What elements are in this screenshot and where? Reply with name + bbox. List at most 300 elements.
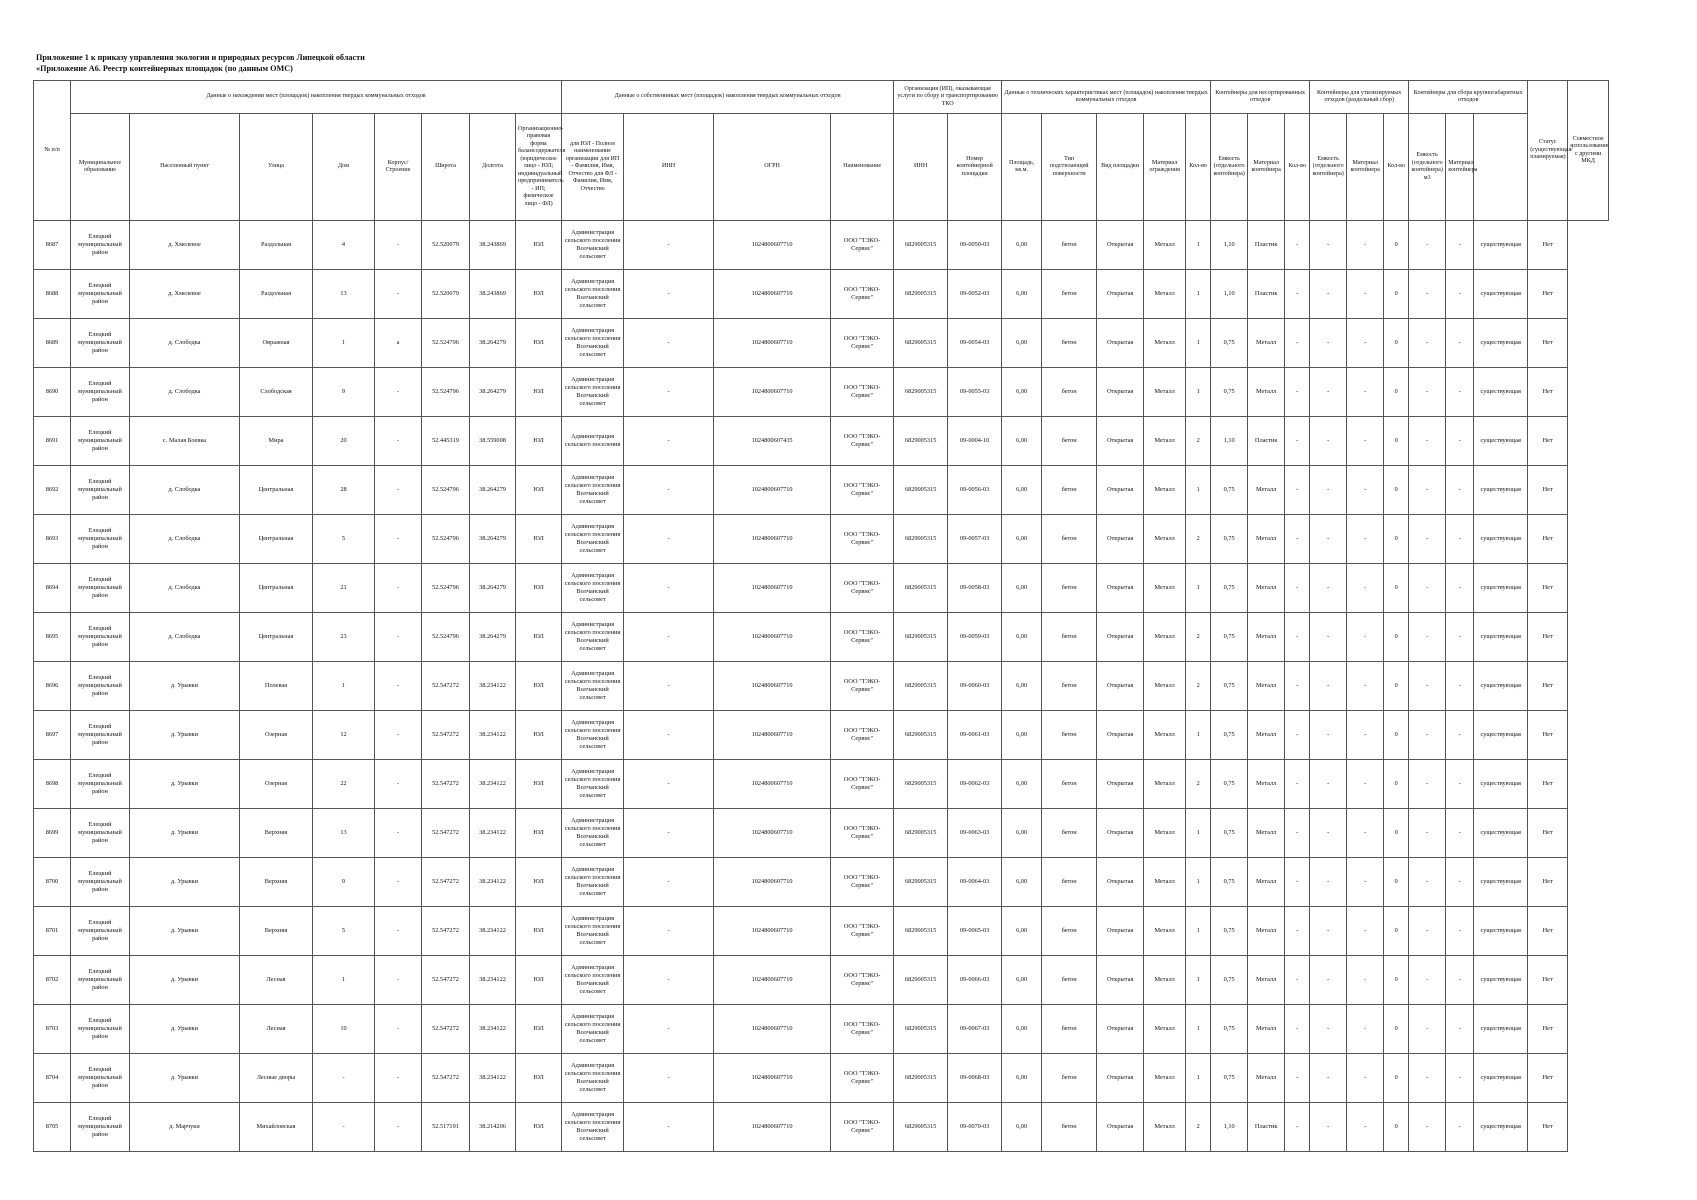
cell-status: существующая (1474, 564, 1528, 613)
cell-house: 13 (313, 270, 375, 319)
cell-lat: 52.547272 (422, 809, 470, 858)
cell-status: существующая (1474, 1005, 1528, 1054)
cell-b-count: 0 (1384, 613, 1409, 662)
cell-type: Открытая (1097, 613, 1144, 662)
cell-ogrn: 1024800607710 (714, 809, 831, 858)
cell-settlement: с. Малая Боевка (130, 417, 240, 466)
cell-fence: Металл (1144, 956, 1186, 1005)
cell-shared: Нет (1528, 221, 1568, 270)
cell-status: существующая (1474, 956, 1528, 1005)
cell-form: ЮЛ (516, 564, 562, 613)
cell-org: ООО "ТЭКО-Сервис" (831, 1103, 894, 1152)
cell-house: 1 (313, 956, 375, 1005)
cell-u-material: Металл (1248, 858, 1285, 907)
cell-lon: 38.234122 (470, 1054, 516, 1103)
cell-b-count: 0 (1384, 221, 1409, 270)
cell-site: 09-0066-03 (948, 956, 1002, 1005)
cell-num: 8697 (34, 711, 71, 760)
cell-org: ООО "ТЭКО-Сервис" (831, 613, 894, 662)
cell-shared: Нет (1528, 662, 1568, 711)
cell-lon: 38.243869 (470, 221, 516, 270)
col-bulky-volume: Емкость (отдельного контейнера) м3 (1409, 114, 1446, 221)
cell-street: Лесные дворы (240, 1054, 313, 1103)
cell-u-volume: 1,10 (1211, 417, 1248, 466)
cell-r-count: - (1285, 711, 1310, 760)
cell-street: Центральная (240, 515, 313, 564)
cell-site: 09-0055-03 (948, 368, 1002, 417)
cell-ogrn: 1024800607710 (714, 564, 831, 613)
cell-u-volume: 0,75 (1211, 1054, 1248, 1103)
cell-shared: Нет (1528, 760, 1568, 809)
cell-r-material: - (1347, 368, 1384, 417)
cell-inn: - (624, 564, 714, 613)
cell-r-count: - (1285, 1103, 1310, 1152)
cell-u-material: Металл (1248, 613, 1285, 662)
cell-settlement: д. Слободка (130, 613, 240, 662)
cell-b-count: 0 (1384, 662, 1409, 711)
cell-fence: Металл (1144, 270, 1186, 319)
cell-lon: 38.264279 (470, 466, 516, 515)
cell-org-inn: 6829005315 (894, 417, 948, 466)
cell-r-volume: - (1310, 907, 1347, 956)
cell-street: Лесная (240, 1005, 313, 1054)
cell-owner: Администрация сельского поселения Волчанский сельсовет (562, 858, 624, 907)
cell-inn: - (624, 956, 714, 1005)
cell-b-count: 0 (1384, 711, 1409, 760)
cell-b-count: 0 (1384, 564, 1409, 613)
cell-house: 21 (313, 564, 375, 613)
cell-ogrn: 1024800607710 (714, 1005, 831, 1054)
cell-lat: 52.547272 (422, 1054, 470, 1103)
cell-num: 8705 (34, 1103, 71, 1152)
cell-r-volume: - (1310, 270, 1347, 319)
group-location: Данные о нахождении мест (площадок) накопления твердых коммунальных отходов (71, 81, 562, 114)
cell-lat: 52.520079 (422, 270, 470, 319)
cell-surface: бетон (1042, 1054, 1097, 1103)
table-row (34, 515, 1609, 564)
cell-r-material: - (1347, 711, 1384, 760)
cell-b-material: - (1446, 809, 1474, 858)
cell-r-count: - (1285, 956, 1310, 1005)
cell-type: Открытая (1097, 760, 1144, 809)
cell-ogrn: 1024800607710 (714, 711, 831, 760)
cell-inn: - (624, 515, 714, 564)
cell-r-volume: - (1310, 956, 1347, 1005)
table-row (34, 319, 1609, 368)
cell-owner: Администрация сельского поселения Волчанский сельсовет (562, 809, 624, 858)
cell-b-volume: - (1409, 417, 1446, 466)
cell-u-count: 1 (1186, 368, 1211, 417)
table-row (34, 1054, 1609, 1103)
cell-b-material: - (1446, 319, 1474, 368)
cell-site: 09-0059-03 (948, 613, 1002, 662)
cell-u-volume: 0,75 (1211, 809, 1248, 858)
cell-u-volume: 1,10 (1211, 270, 1248, 319)
cell-lon: 38.264279 (470, 319, 516, 368)
cell-org-inn: 6829005315 (894, 858, 948, 907)
cell-org: ООО "ТЭКО-Сервис" (831, 368, 894, 417)
cell-building: - (375, 1103, 422, 1152)
cell-r-volume: - (1310, 613, 1347, 662)
cell-b-volume: - (1409, 221, 1446, 270)
cell-surface: бетон (1042, 1103, 1097, 1152)
cell-num: 8690 (34, 368, 71, 417)
cell-b-material: - (1446, 417, 1474, 466)
cell-num: 8694 (34, 564, 71, 613)
cell-site: 09-0056-03 (948, 466, 1002, 515)
cell-inn: - (624, 1103, 714, 1152)
cell-b-material: - (1446, 711, 1474, 760)
cell-lon: 38.234122 (470, 956, 516, 1005)
cell-building: - (375, 956, 422, 1005)
cell-u-count: 1 (1186, 711, 1211, 760)
col-unsorted-material: Материал контейнера (1248, 114, 1285, 221)
cell-house: - (313, 1054, 375, 1103)
cell-lon: 38.264279 (470, 564, 516, 613)
cell-org-inn: 6829005315 (894, 270, 948, 319)
cell-area: 6,00 (1002, 956, 1042, 1005)
cell-fence: Металл (1144, 466, 1186, 515)
title-line-1: Приложение 1 к приказу управления экологии и природных ресурсов Липецкой области (36, 53, 365, 62)
cell-area: 6,00 (1002, 1103, 1042, 1152)
cell-ogrn: 1024800607710 (714, 319, 831, 368)
cell-r-count: - (1285, 662, 1310, 711)
cell-org: ООО "ТЭКО-Сервис" (831, 809, 894, 858)
cell-settlement: д. Урывки (130, 1005, 240, 1054)
cell-building: - (375, 270, 422, 319)
col-site-type: Вид площадки (1097, 114, 1144, 221)
cell-b-count: 0 (1384, 1103, 1409, 1152)
cell-b-volume: - (1409, 270, 1446, 319)
col-street: Улица (240, 114, 313, 221)
col-legal-form: Организационно-правовая форма балансодержателя (юридическое лицо - ЮЛ; индивидуальный предприниматель - ИП; физическое лицо - ФЛ) (516, 114, 562, 221)
cell-org-inn: 6829005315 (894, 1103, 948, 1152)
cell-lon: 38.234122 (470, 907, 516, 956)
cell-inn: - (624, 319, 714, 368)
cell-lat: 52.547272 (422, 907, 470, 956)
cell-form: ЮЛ (516, 858, 562, 907)
cell-status: существующая (1474, 270, 1528, 319)
cell-r-material: - (1347, 564, 1384, 613)
cell-b-material: - (1446, 1103, 1474, 1152)
cell-inn: - (624, 368, 714, 417)
cell-u-volume: 0,75 (1211, 613, 1248, 662)
cell-inn: - (624, 466, 714, 515)
cell-area: 6,00 (1002, 319, 1042, 368)
cell-site: 09-0061-03 (948, 711, 1002, 760)
cell-b-material: - (1446, 662, 1474, 711)
cell-r-material: - (1347, 613, 1384, 662)
cell-shared: Нет (1528, 613, 1568, 662)
cell-fence: Металл (1144, 760, 1186, 809)
cell-mun: Елецкий муниципальный район (71, 858, 130, 907)
registry-table (33, 80, 1609, 1152)
cell-r-material: - (1347, 466, 1384, 515)
cell-street: Озерная (240, 760, 313, 809)
cell-r-volume: - (1310, 515, 1347, 564)
cell-ogrn: 1024800607710 (714, 907, 831, 956)
cell-surface: бетон (1042, 319, 1097, 368)
col-latitude: Широта (422, 114, 470, 221)
cell-u-material: Пластик (1248, 417, 1285, 466)
cell-r-count: - (1285, 515, 1310, 564)
cell-fence: Металл (1144, 515, 1186, 564)
table-row (34, 466, 1609, 515)
col-bulky-material: Материал контейнера (1446, 114, 1474, 221)
title-line-2: «Приложение А6. Реестр контейнерных площадок (по данным ОМС) (36, 64, 293, 73)
col-area: Площадь, кв.м. (1002, 114, 1042, 221)
cell-area: 6,00 (1002, 1054, 1042, 1103)
cell-org: ООО "ТЭКО-Сервис" (831, 711, 894, 760)
cell-u-material: Металл (1248, 809, 1285, 858)
cell-ogrn: 1024800607710 (714, 662, 831, 711)
col-status: Статус (существующая/ планируемая) (1528, 81, 1568, 221)
cell-house: 9 (313, 368, 375, 417)
cell-r-material: - (1347, 515, 1384, 564)
cell-lat: 52.517191 (422, 1103, 470, 1152)
cell-u-material: Металл (1248, 515, 1285, 564)
cell-b-volume: - (1409, 760, 1446, 809)
cell-u-material: Пластик (1248, 221, 1285, 270)
cell-lat: 52.547272 (422, 760, 470, 809)
cell-shared: Нет (1528, 1005, 1568, 1054)
cell-r-volume: - (1310, 760, 1347, 809)
cell-shared: Нет (1528, 466, 1568, 515)
cell-b-volume: - (1409, 809, 1446, 858)
cell-u-count: 1 (1186, 809, 1211, 858)
cell-surface: бетон (1042, 858, 1097, 907)
cell-num: 8695 (34, 613, 71, 662)
cell-surface: бетон (1042, 466, 1097, 515)
cell-r-material: - (1347, 417, 1384, 466)
cell-lat: 52.520079 (422, 221, 470, 270)
cell-b-count: 0 (1384, 515, 1409, 564)
cell-surface: бетон (1042, 956, 1097, 1005)
cell-settlement: д. Урывки (130, 760, 240, 809)
cell-r-volume: - (1310, 1005, 1347, 1054)
cell-type: Открытая (1097, 1054, 1144, 1103)
cell-u-count: 1 (1186, 1005, 1211, 1054)
cell-mun: Елецкий муниципальный район (71, 711, 130, 760)
cell-r-count: - (1285, 760, 1310, 809)
cell-lat: 52.445319 (422, 417, 470, 466)
cell-ogrn: 1024800607710 (714, 221, 831, 270)
cell-lat: 52.547272 (422, 956, 470, 1005)
col-fence: Материал ограждения (1144, 114, 1186, 221)
col-municipality: Муниципальное образование (71, 114, 130, 221)
col-surface: Тип подстилающей поверхности (1042, 114, 1097, 221)
cell-b-material: - (1446, 564, 1474, 613)
cell-r-material: - (1347, 1103, 1384, 1152)
col-inn: ИНН (624, 114, 714, 221)
document-title (36, 52, 365, 74)
cell-status: существующая (1474, 907, 1528, 956)
cell-u-count: 1 (1186, 1054, 1211, 1103)
cell-mun: Елецкий муниципальный район (71, 907, 130, 956)
cell-house: - (313, 1103, 375, 1152)
cell-building: - (375, 907, 422, 956)
cell-num: 8692 (34, 466, 71, 515)
cell-b-material: - (1446, 1054, 1474, 1103)
cell-shared: Нет (1528, 956, 1568, 1005)
col-building: Корпус/Строение (375, 114, 422, 221)
cell-site: 09-0058-03 (948, 564, 1002, 613)
col-org-inn: ИНН (894, 114, 948, 221)
cell-owner: Администрация сельского поселения Волчанский сельсовет (562, 319, 624, 368)
cell-form: ЮЛ (516, 466, 562, 515)
cell-status: существующая (1474, 613, 1528, 662)
cell-org: ООО "ТЭКО-Сервис" (831, 662, 894, 711)
cell-lon: 38.234122 (470, 711, 516, 760)
col-owner-name: для ЮЛ - Полное наименование организации для ИП - Фамилия, Имя, Отчество для ФЛ - Фамилия, Имя, Отчество (562, 114, 624, 221)
cell-b-material: - (1446, 760, 1474, 809)
cell-owner: Администрация сельского поселения Волчанский сельсовет (562, 221, 624, 270)
cell-building: - (375, 368, 422, 417)
cell-inn: - (624, 809, 714, 858)
cell-fence: Металл (1144, 907, 1186, 956)
cell-lat: 52.524796 (422, 466, 470, 515)
cell-building: а (375, 319, 422, 368)
cell-r-count: - (1285, 319, 1310, 368)
cell-type: Открытая (1097, 270, 1144, 319)
cell-surface: бетон (1042, 368, 1097, 417)
cell-b-count: 0 (1384, 760, 1409, 809)
col-recyclable-volume: Емкость (отдельного контейнера) (1310, 114, 1347, 221)
cell-area: 6,00 (1002, 515, 1042, 564)
cell-fence: Металл (1144, 1103, 1186, 1152)
cell-shared: Нет (1528, 417, 1568, 466)
cell-b-volume: - (1409, 319, 1446, 368)
cell-lon: 38.234122 (470, 809, 516, 858)
cell-area: 6,00 (1002, 662, 1042, 711)
cell-u-count: 1 (1186, 466, 1211, 515)
cell-inn: - (624, 1054, 714, 1103)
cell-b-count: 0 (1384, 858, 1409, 907)
cell-b-count: 0 (1384, 1005, 1409, 1054)
cell-u-volume: 1,10 (1211, 221, 1248, 270)
cell-street: Раздольная (240, 221, 313, 270)
table-row (34, 221, 1609, 270)
cell-type: Открытая (1097, 809, 1144, 858)
cell-num: 8699 (34, 809, 71, 858)
cell-owner: Администрация сельского поселения Волчанский сельсовет (562, 760, 624, 809)
cell-u-volume: 0,75 (1211, 564, 1248, 613)
cell-surface: бетон (1042, 417, 1097, 466)
cell-form: ЮЛ (516, 760, 562, 809)
cell-org-inn: 6829005315 (894, 466, 948, 515)
col-site-number: Номер контейнерной площадки (948, 114, 1002, 221)
cell-ogrn: 1024800607710 (714, 270, 831, 319)
cell-settlement: д. Урывки (130, 956, 240, 1005)
header-row-groups (34, 81, 1609, 114)
cell-surface: бетон (1042, 221, 1097, 270)
cell-u-material: Металл (1248, 1054, 1285, 1103)
cell-surface: бетон (1042, 662, 1097, 711)
group-unsorted: Контейнеры для несортированных отходов (1211, 81, 1310, 114)
cell-inn: - (624, 858, 714, 907)
cell-org: ООО "ТЭКО-Сервис" (831, 515, 894, 564)
cell-house: 1 (313, 662, 375, 711)
registry-body (34, 221, 1609, 1152)
cell-ogrn: 1024800607435 (714, 417, 831, 466)
cell-u-count: 1 (1186, 221, 1211, 270)
cell-status: существующая (1474, 221, 1528, 270)
cell-org: ООО "ТЭКО-Сервис" (831, 760, 894, 809)
cell-owner: Администрация сельского поселения Волчанский сельсовет (562, 956, 624, 1005)
cell-owner: Администрация сельского поселения (562, 417, 624, 466)
cell-status: существующая (1474, 466, 1528, 515)
cell-shared: Нет (1528, 907, 1568, 956)
cell-area: 6,00 (1002, 760, 1042, 809)
cell-shared: Нет (1528, 515, 1568, 564)
cell-ogrn: 1024800607710 (714, 760, 831, 809)
cell-u-volume: 0,75 (1211, 760, 1248, 809)
cell-area: 6,00 (1002, 907, 1042, 956)
cell-b-count: 0 (1384, 809, 1409, 858)
cell-r-count: - (1285, 270, 1310, 319)
cell-status: существующая (1474, 858, 1528, 907)
cell-type: Открытая (1097, 466, 1144, 515)
cell-area: 6,00 (1002, 466, 1042, 515)
cell-mun: Елецкий муниципальный район (71, 221, 130, 270)
cell-lat: 52.524796 (422, 368, 470, 417)
cell-num: 8701 (34, 907, 71, 956)
cell-org: ООО "ТЭКО-Сервис" (831, 221, 894, 270)
cell-org-inn: 6829005315 (894, 907, 948, 956)
cell-settlement: д. Урывки (130, 858, 240, 907)
cell-form: ЮЛ (516, 711, 562, 760)
cell-shared: Нет (1528, 564, 1568, 613)
cell-surface: бетон (1042, 515, 1097, 564)
cell-house: 1 (313, 319, 375, 368)
cell-status: существующая (1474, 319, 1528, 368)
cell-lon: 38.243869 (470, 270, 516, 319)
cell-site: 09-0065-03 (948, 907, 1002, 956)
cell-surface: бетон (1042, 809, 1097, 858)
cell-r-material: - (1347, 221, 1384, 270)
cell-org: ООО "ТЭКО-Сервис" (831, 564, 894, 613)
cell-r-material: - (1347, 809, 1384, 858)
cell-r-count: - (1285, 564, 1310, 613)
cell-num: 8696 (34, 662, 71, 711)
cell-building: - (375, 809, 422, 858)
col-settlement: Населенный пункт (130, 114, 240, 221)
cell-r-count: - (1285, 907, 1310, 956)
cell-mun: Елецкий муниципальный район (71, 613, 130, 662)
cell-settlement: д. Слободка (130, 319, 240, 368)
cell-org: ООО "ТЭКО-Сервис" (831, 1005, 894, 1054)
table-row (34, 711, 1609, 760)
cell-org-inn: 6829005315 (894, 319, 948, 368)
table-row (34, 368, 1609, 417)
cell-org-inn: 6829005315 (894, 956, 948, 1005)
cell-status: существующая (1474, 760, 1528, 809)
cell-fence: Металл (1144, 858, 1186, 907)
col-recyclable-count: Кол-во (1285, 114, 1310, 221)
cell-org: ООО "ТЭКО-Сервис" (831, 417, 894, 466)
cell-surface: бетон (1042, 270, 1097, 319)
cell-surface: бетон (1042, 564, 1097, 613)
cell-street: Центральная (240, 466, 313, 515)
cell-mun: Елецкий муниципальный район (71, 809, 130, 858)
cell-b-count: 0 (1384, 907, 1409, 956)
cell-mun: Елецкий муниципальный район (71, 417, 130, 466)
cell-street: Полевая (240, 662, 313, 711)
cell-b-volume: - (1409, 662, 1446, 711)
cell-settlement: д. Урывки (130, 711, 240, 760)
cell-status: существующая (1474, 1103, 1528, 1152)
cell-form: ЮЛ (516, 1103, 562, 1152)
